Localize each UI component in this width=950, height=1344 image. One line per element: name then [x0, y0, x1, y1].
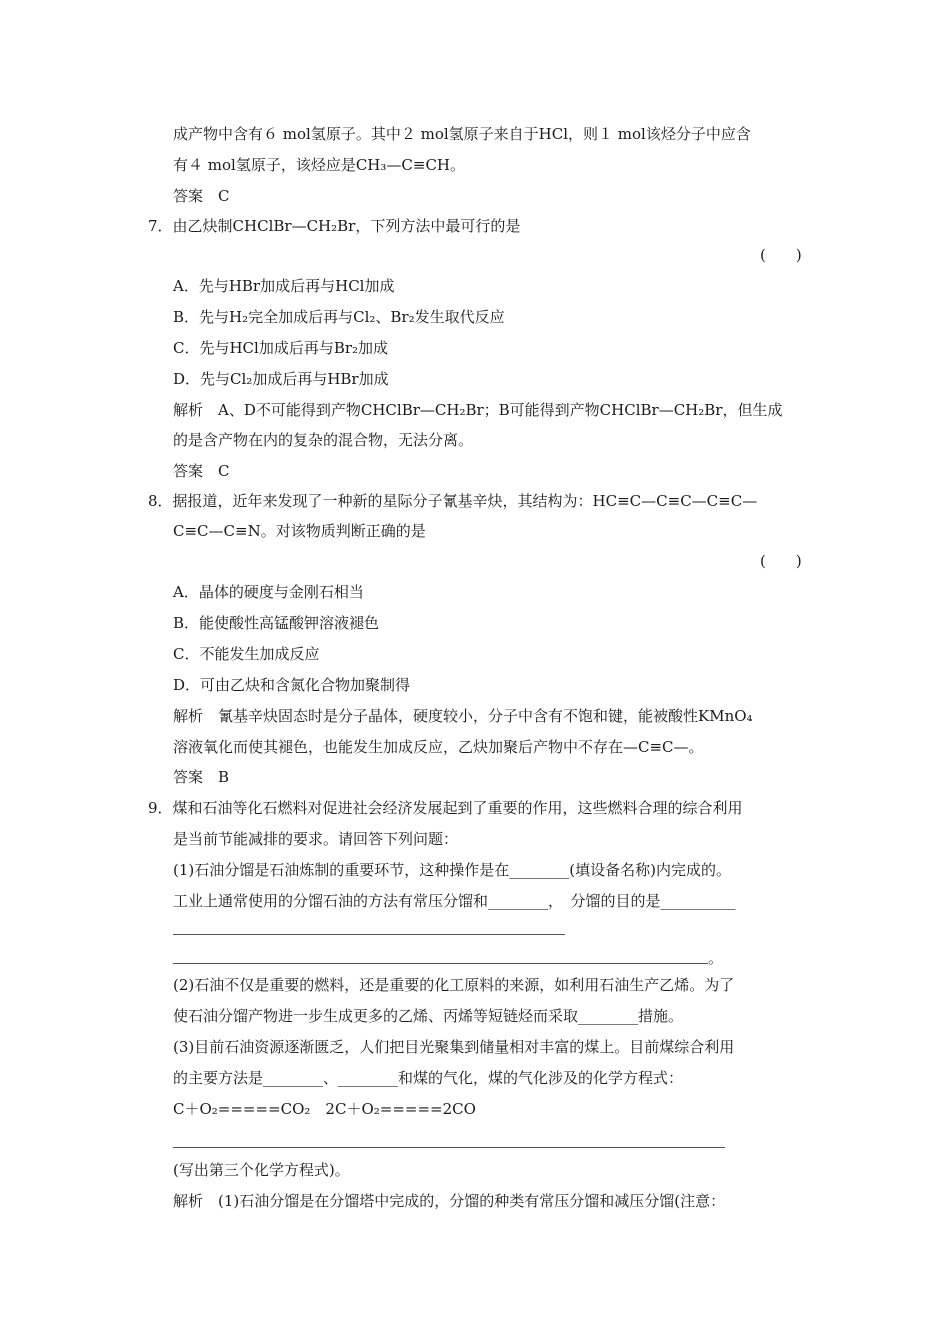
q9-equations: C＋O₂=====CO₂ 2C＋O₂=====2CO: [173, 1100, 476, 1118]
q9-stem-2: 是当前节能减排的要求。请回答下列问题：: [173, 830, 459, 848]
q9-part2-line-1: (2)石油不仅是重要的燃料，还是重要的化工原料的来源，如利用石油生产乙烯。为了: [173, 976, 735, 994]
q8-stem-1: 8．据报道，近年来发现了一种新的星际分子氰基辛炔，其结构为：HC≡C—C≡C—C≡C—: [148, 492, 758, 510]
q8-answer: 答案 B: [173, 768, 230, 786]
q9-part1-line-1: (1)石油分馏是石油炼制的重要环节，这种操作是在________(填设备名称)内完成的。: [173, 861, 731, 879]
q9-part3-blank: [173, 1147, 725, 1148]
q7-option-b: B．先与H₂完全加成后再与Cl₂、Br₂发生取代反应: [173, 308, 505, 326]
intro-line-2: 有４ mol氢原子，该烃应是CH₃—C≡CH。: [173, 156, 465, 174]
q7-answer: 答案 C: [173, 462, 230, 480]
q9-stem-1: 9．煤和石油等化石燃料对促进社会经济发展起到了重要的作用，这些燃料合理的综合利用: [148, 799, 743, 817]
q8-option-c: C．不能发生加成反应: [173, 645, 320, 663]
q9-analysis: 解析 (1)石油分馏是在分馏塔中完成的，分馏的种类有常压分馏和减压分馏(注意：: [173, 1192, 726, 1210]
q8-option-b: B．能使酸性高锰酸钾溶液褪色: [173, 614, 380, 632]
q8-stem-2: C≡C—C≡N。对该物质判断正确的是: [173, 522, 426, 540]
q7-option-d: D．先与Cl₂加成后再与HBr加成: [173, 370, 389, 388]
q9-part3-line-2: 的主要方法是________、________和煤的气化，煤的气化涉及的化学方程式：: [173, 1069, 684, 1087]
q8-option-d: D．可由乙炔和含氮化合物加聚制得: [173, 676, 411, 694]
q9-part1-end: 。: [708, 949, 724, 967]
intro-answer: 答案 C: [173, 187, 230, 205]
q7-analysis-1: 解析 A、D不可能得到产物CHClBr—CH₂Br；B可能得到产物CHClBr—CH₂Br，但生成: [173, 401, 783, 419]
q9-part3-end: (写出第三个化学方程式)。: [173, 1161, 350, 1179]
q7-analysis-2: 的是含产物在内的复杂的混合物，无法分离。: [173, 431, 474, 449]
q9-part3-line-1: (3)目前石油资源逐渐匮乏，人们把目光聚集到储量相对丰富的煤上。目前煤综合利用: [173, 1038, 735, 1056]
q8-answer-blank: ( ): [760, 552, 802, 570]
q8-option-a: A．晶体的硬度与金刚石相当: [173, 583, 364, 601]
q8-analysis-1: 解析 氰基辛炔固态时是分子晶体，硬度较小，分子中含有不饱和键，能被酸性KMnO₄: [173, 707, 753, 725]
q7-stem: 7．由乙炔制CHClBr—CH₂Br，下列方法中最可行的是: [148, 217, 521, 235]
q9-part1-blank-1: [173, 934, 565, 935]
q9-part1-blank-2: [173, 963, 708, 964]
q8-analysis-2: 溶液氧化而使其褪色，也能发生加成反应，乙炔加聚后产物中不存在—C≡C—。: [173, 738, 704, 756]
q7-option-a: A．先与HBr加成后再与HCl加成: [173, 277, 395, 295]
intro-line-1: 成产物中含有６ mol氢原子。其中２ mol氢原子来自于HCl，则１ mol该烃分子中应含: [173, 125, 751, 143]
q9-part1-line-2: 工业上通常使用的分馏石油的方法有常压分馏和________， 分馏的目的是__________: [173, 892, 736, 910]
q9-part2-line-2: 使石油分馏产物进一步生成更多的乙烯、丙烯等短链烃而采取________措施。: [173, 1007, 684, 1025]
q7-answer-blank: ( ): [760, 246, 802, 264]
q7-option-c: C．先与HCl加成后再与Br₂加成: [173, 339, 389, 357]
